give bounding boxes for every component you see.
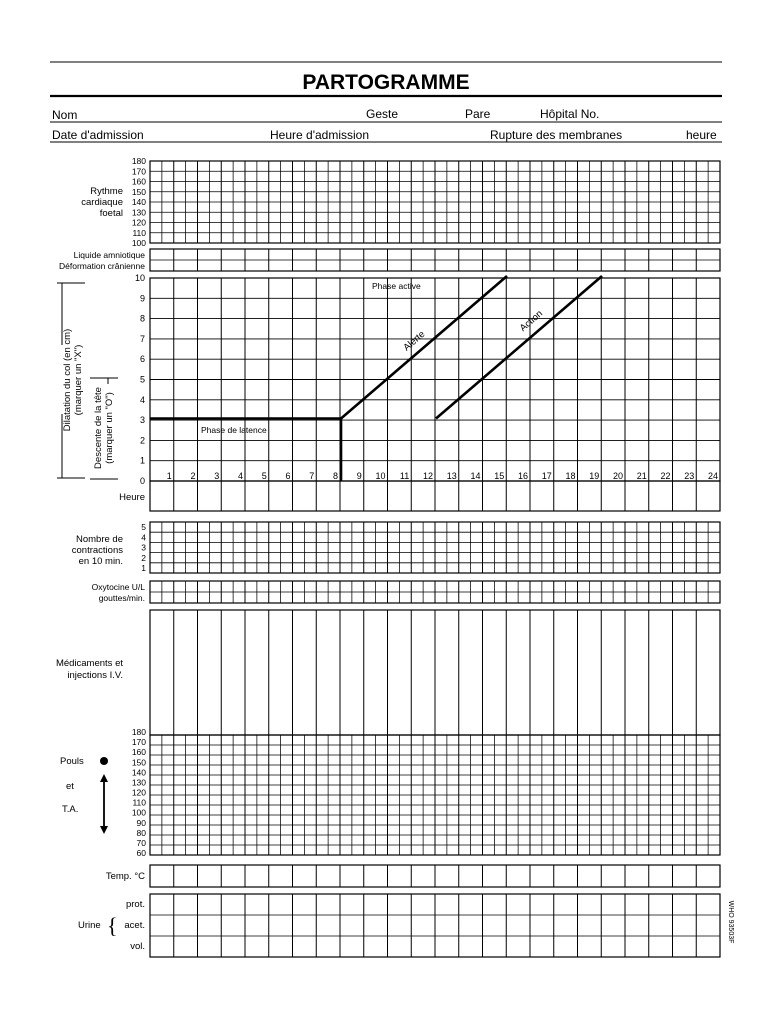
pulse-tick-160: 160 <box>131 747 146 758</box>
fetal-heart-label-1: Rythme <box>90 186 123 197</box>
pulse-tick-60: 60 <box>136 848 146 858</box>
dilation-axis-label-1: Dilatation du col (en cm) <box>62 328 73 432</box>
hour-number-5: 5 <box>261 471 267 481</box>
hour-number-24: 24 <box>707 471 718 481</box>
medications-label-1: Médicaments et <box>55 658 123 669</box>
cranial-deformation-label: Déformation crânienne <box>59 261 145 271</box>
descent-axis-label-1: Descente de la tête <box>93 387 104 469</box>
hour-number-2: 2 <box>190 471 196 481</box>
contractions-label-1: Nombre de <box>76 534 123 545</box>
hour-number-9: 9 <box>356 471 362 481</box>
hour-number-7: 7 <box>309 471 315 481</box>
hour-number-14: 14 <box>470 471 481 481</box>
cervix-grid[interactable] <box>150 276 720 481</box>
action-label: Action <box>517 308 545 334</box>
pulse-tick-140: 140 <box>131 767 146 778</box>
hour-number-15: 15 <box>494 471 505 481</box>
contractions-label-3: en 10 min. <box>78 556 123 567</box>
amniotic-grid[interactable] <box>150 249 720 271</box>
hour-row[interactable] <box>150 481 720 511</box>
hour-number-16: 16 <box>517 471 528 481</box>
medications-grid[interactable] <box>150 610 720 735</box>
fhr-tick-120: 120 <box>131 217 146 228</box>
hour-number-21: 21 <box>636 471 647 481</box>
descent-axis-label-2: (marquer un "O") <box>104 392 115 464</box>
oxytocin-grid[interactable] <box>150 581 720 603</box>
hour-number-13: 13 <box>446 471 457 481</box>
pulse-label: Pouls <box>60 756 84 767</box>
hour-number-3: 3 <box>214 471 220 481</box>
dilation-tick-5: 5 <box>139 374 145 385</box>
field-rupture-membranes: Rupture des membranes <box>490 128 623 142</box>
hour-number-10: 10 <box>375 471 386 481</box>
active-phase-label: Phase active <box>372 281 421 291</box>
medications-label-2: injections I.V. <box>67 670 123 681</box>
amniotic-fluid-label: Liquide amniotique <box>73 250 145 260</box>
field-heure-admission: Heure d'admission <box>270 128 370 142</box>
urine-prot-label: prot. <box>125 899 145 910</box>
form-title: PARTOGRAMME <box>302 71 470 94</box>
fhr-tick-150: 150 <box>131 186 146 197</box>
pulse-tick-80: 80 <box>136 827 146 838</box>
pulse-tick-130: 130 <box>131 777 146 788</box>
fhr-tick-140: 140 <box>131 197 146 207</box>
fhr-tick-170: 170 <box>131 166 146 177</box>
contractions-tick-2: 2 <box>141 552 146 563</box>
hour-number-22: 22 <box>660 471 671 481</box>
oxytocin-label-1: Oxytocine U/L <box>91 582 145 592</box>
contractions-label-2: contractions <box>71 545 123 556</box>
dilation-tick-7: 7 <box>139 333 145 344</box>
pulse-tick-170: 170 <box>131 737 146 748</box>
dilation-axis-label-2: (marquer un "X") <box>73 344 84 416</box>
fetal-heart-grid[interactable] <box>150 161 720 243</box>
field-pare: Pare <box>465 107 491 121</box>
hour-number-6: 6 <box>285 471 291 481</box>
field-date-admission: Date d'admission <box>52 128 144 142</box>
hour-number-23: 23 <box>684 471 695 481</box>
hour-number-17: 17 <box>541 471 552 481</box>
dilation-tick-8: 8 <box>139 313 145 324</box>
pulse-et-label: et <box>66 781 74 792</box>
hour-number-11: 11 <box>399 471 410 481</box>
hour-number-8: 8 <box>332 471 338 481</box>
contractions-tick-1: 1 <box>141 563 146 573</box>
fetal-heart-label-3: foetal <box>99 208 123 219</box>
pulse-tick-90: 90 <box>136 817 146 828</box>
hour-number-18: 18 <box>565 471 576 481</box>
who-code: WHO 93503F <box>727 900 734 944</box>
contractions-grid[interactable] <box>150 522 720 573</box>
fhr-tick-100: 100 <box>131 238 146 248</box>
dilation-tick-6: 6 <box>139 354 145 365</box>
pulse-dot-icon <box>100 757 108 765</box>
pulse-tick-100: 100 <box>131 807 146 818</box>
updown-arrow-icon <box>100 774 108 834</box>
oxytocin-label-2: gouttes/min. <box>98 593 145 603</box>
hour-number-4: 4 <box>237 471 243 481</box>
field-geste: Geste <box>366 107 399 121</box>
urine-brace-icon: { <box>107 913 118 938</box>
dilation-tick-3: 3 <box>139 415 145 426</box>
dilation-tick-2: 2 <box>139 435 145 446</box>
field-heure: heure <box>686 128 717 142</box>
contractions-tick-4: 4 <box>141 532 146 543</box>
field-hospital-no: Hôpital No. <box>540 107 600 121</box>
urine-acet-label: acet. <box>124 920 145 931</box>
temperature-label: Temp. °C <box>105 871 145 882</box>
pulse-tick-150: 150 <box>131 757 146 768</box>
urine-vol-label: vol. <box>130 941 145 952</box>
field-nom: Nom <box>52 108 78 122</box>
hour-number-20: 20 <box>612 471 623 481</box>
dilation-tick-10: 10 <box>134 273 145 283</box>
dilation-tick-0: 0 <box>139 476 145 486</box>
dilation-tick-1: 1 <box>139 455 145 466</box>
urine-label: Urine <box>78 920 101 931</box>
pulse-tick-120: 120 <box>131 787 146 798</box>
contractions-tick-3: 3 <box>141 542 146 553</box>
fhr-tick-160: 160 <box>131 176 146 187</box>
hour-number-19: 19 <box>589 471 600 481</box>
fhr-tick-180: 180 <box>131 156 146 166</box>
pulse-tick-180: 180 <box>131 727 146 737</box>
fhr-tick-110: 110 <box>132 227 146 238</box>
contractions-tick-5: 5 <box>141 522 146 532</box>
hour-number-12: 12 <box>422 471 433 481</box>
alert-label: Alerte <box>401 328 428 354</box>
fetal-heart-label-2: cardiaque <box>81 197 123 208</box>
pulse-tick-70: 70 <box>136 837 146 848</box>
dilation-tick-4: 4 <box>139 394 145 405</box>
hour-number-1: 1 <box>166 471 172 481</box>
latent-phase-label: Phase de latence <box>201 425 267 435</box>
ta-label: T.A. <box>62 804 79 815</box>
urine-grid[interactable] <box>150 894 720 957</box>
dilation-tick-9: 9 <box>139 293 145 304</box>
hour-label: Heure <box>119 492 145 503</box>
fhr-tick-130: 130 <box>131 207 146 218</box>
temperature-grid[interactable] <box>150 865 720 887</box>
pulse-bp-grid[interactable] <box>150 735 720 855</box>
pulse-tick-110: 110 <box>132 797 146 808</box>
